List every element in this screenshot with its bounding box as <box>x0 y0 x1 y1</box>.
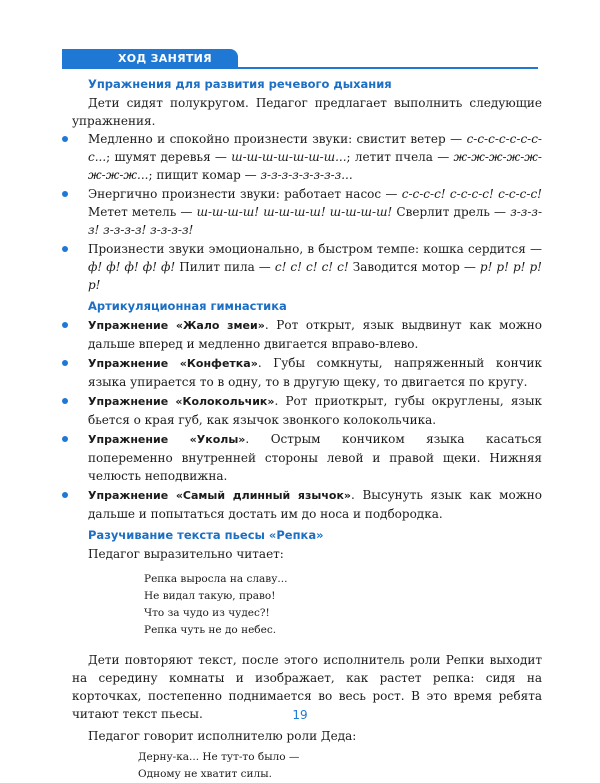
exercise-label: Упражнение «Самый длинный язычок» <box>88 489 352 502</box>
exercise-label: Упражнение «Конфетка» <box>88 357 258 370</box>
exercise-text: . Острым кончиком языка касаться попеременно внутренней стороны левой и правой щеки. Нижняя челюсть неподвижна. <box>88 432 542 483</box>
sound-text: ж-ж-ж-ж-ж-ж-ж-ж... <box>88 150 542 182</box>
item-text: Произнести звуки эмоционально, в быстром темпе: кошка сердится — <box>88 242 542 256</box>
section3-heading: Разучивание текста пьесы «Репка» <box>88 528 324 542</box>
sound-text: с! с! с! с! с! <box>274 260 349 274</box>
sound-text: р! р! р! р! р! <box>88 260 543 292</box>
list-item <box>72 486 542 523</box>
list-item <box>72 392 542 429</box>
sound-text: ф! ф! ф! ф! ф! <box>88 260 176 274</box>
item-text: ; пищит комар — <box>148 168 261 182</box>
sound-text: ш-ш-ш-ш-ш-ш-ш... <box>231 150 347 164</box>
section3-intro: Педагог выразительно читает: <box>88 547 284 561</box>
section2-heading: Артикуляционная гимнастика <box>88 299 287 313</box>
poem-line: Одному не хватит силы. <box>138 768 272 780</box>
page-number: 19 <box>292 708 308 722</box>
section-banner: ХОД ЗАНЯТИЯ <box>62 49 238 68</box>
poem-line: Дерну-ка... Не тут-то было — <box>138 751 300 763</box>
articulation-exercises-list <box>72 316 542 523</box>
breathing-exercises-list <box>72 130 542 294</box>
poem-line: Репка выросла на славу... <box>144 573 288 585</box>
exercise-label: Упражнение «Жало змеи» <box>88 319 265 332</box>
page-content <box>72 76 542 783</box>
sound-text: с-с-с-с-с-с-с-с... <box>88 132 542 164</box>
item-text: Заводится мотор — <box>348 260 480 274</box>
exercise-label: Упражнение «Колокольчик» <box>88 395 275 408</box>
section1-intro: Дети сидят полукругом. Педагог предлагает выполнить следующие упражнения. <box>72 96 542 128</box>
sound-text: ш-ш-ш-ш! ш-ш-ш-ш! ш-ш-ш-ш! <box>196 205 393 219</box>
item-text: Пилит пила — <box>175 260 275 274</box>
sound-text: з-з-з-з! з-з-з-з! з-з-з-з! <box>88 205 543 237</box>
poem-line: Не видал такую, право! <box>144 590 276 602</box>
item-text: Метет метель — <box>88 205 197 219</box>
exercise-text: . Высунуть язык как можно дальше и попытаться достать им до носа и подбородка. <box>88 488 542 521</box>
exercise-label: Упражнение «Уколы» <box>88 433 246 446</box>
sound-text: з-з-з-з-з-з-з-з... <box>260 168 353 182</box>
poem-block-2 <box>138 749 542 783</box>
poem-line: Что за чудо из чудес?! <box>144 607 270 619</box>
list-item <box>72 130 542 184</box>
list-item <box>72 354 542 391</box>
item-text: ; шумят деревья — <box>106 150 232 164</box>
list-item <box>72 240 542 294</box>
poem-line: Репка чуть не до небес. <box>144 624 277 636</box>
item-text: Сверлит дрель — <box>392 205 511 219</box>
section1-heading: Упражнения для развития речевого дыхания <box>88 77 392 91</box>
sound-text: с-с-с-с! с-с-с-с! с-с-с-с! <box>401 187 542 201</box>
exercise-text: . Рот приоткрыт, губы округлены, язык бьется о края губ, как язычок звонкого колокольчика. <box>88 394 542 427</box>
body-paragraph: Дети повторяют текст, после этого исполнитель роли Репки выходит на середину комнаты и изображает, как растет репка: сидя на корточках, постепенно поднимается во весь рост. В это время ребята читают текст пьесы. <box>72 653 542 721</box>
banner-rule <box>62 67 538 69</box>
exercise-text: . Рот открыт, язык выдвинут как можно дальше вперед и медленно двигается вправо-влево. <box>88 318 542 351</box>
exercise-text: . Губы сомкнуты, напряженный кончик языка упирается то в одну, то в другую щеку, то двигается по кругу. <box>88 356 543 389</box>
item-text: Энергично произнести звуки: работает насос — <box>88 187 402 201</box>
list-item <box>72 185 542 239</box>
poem-block <box>144 571 542 639</box>
list-item <box>72 316 542 353</box>
list-item <box>72 430 542 485</box>
body-paragraph: Педагог говорит исполнителю роли Деда: <box>88 729 357 743</box>
item-text: Медленно и спокойно произнести звуки: свистит ветер — <box>88 132 467 146</box>
item-text: ; летит пчела — <box>346 150 454 164</box>
